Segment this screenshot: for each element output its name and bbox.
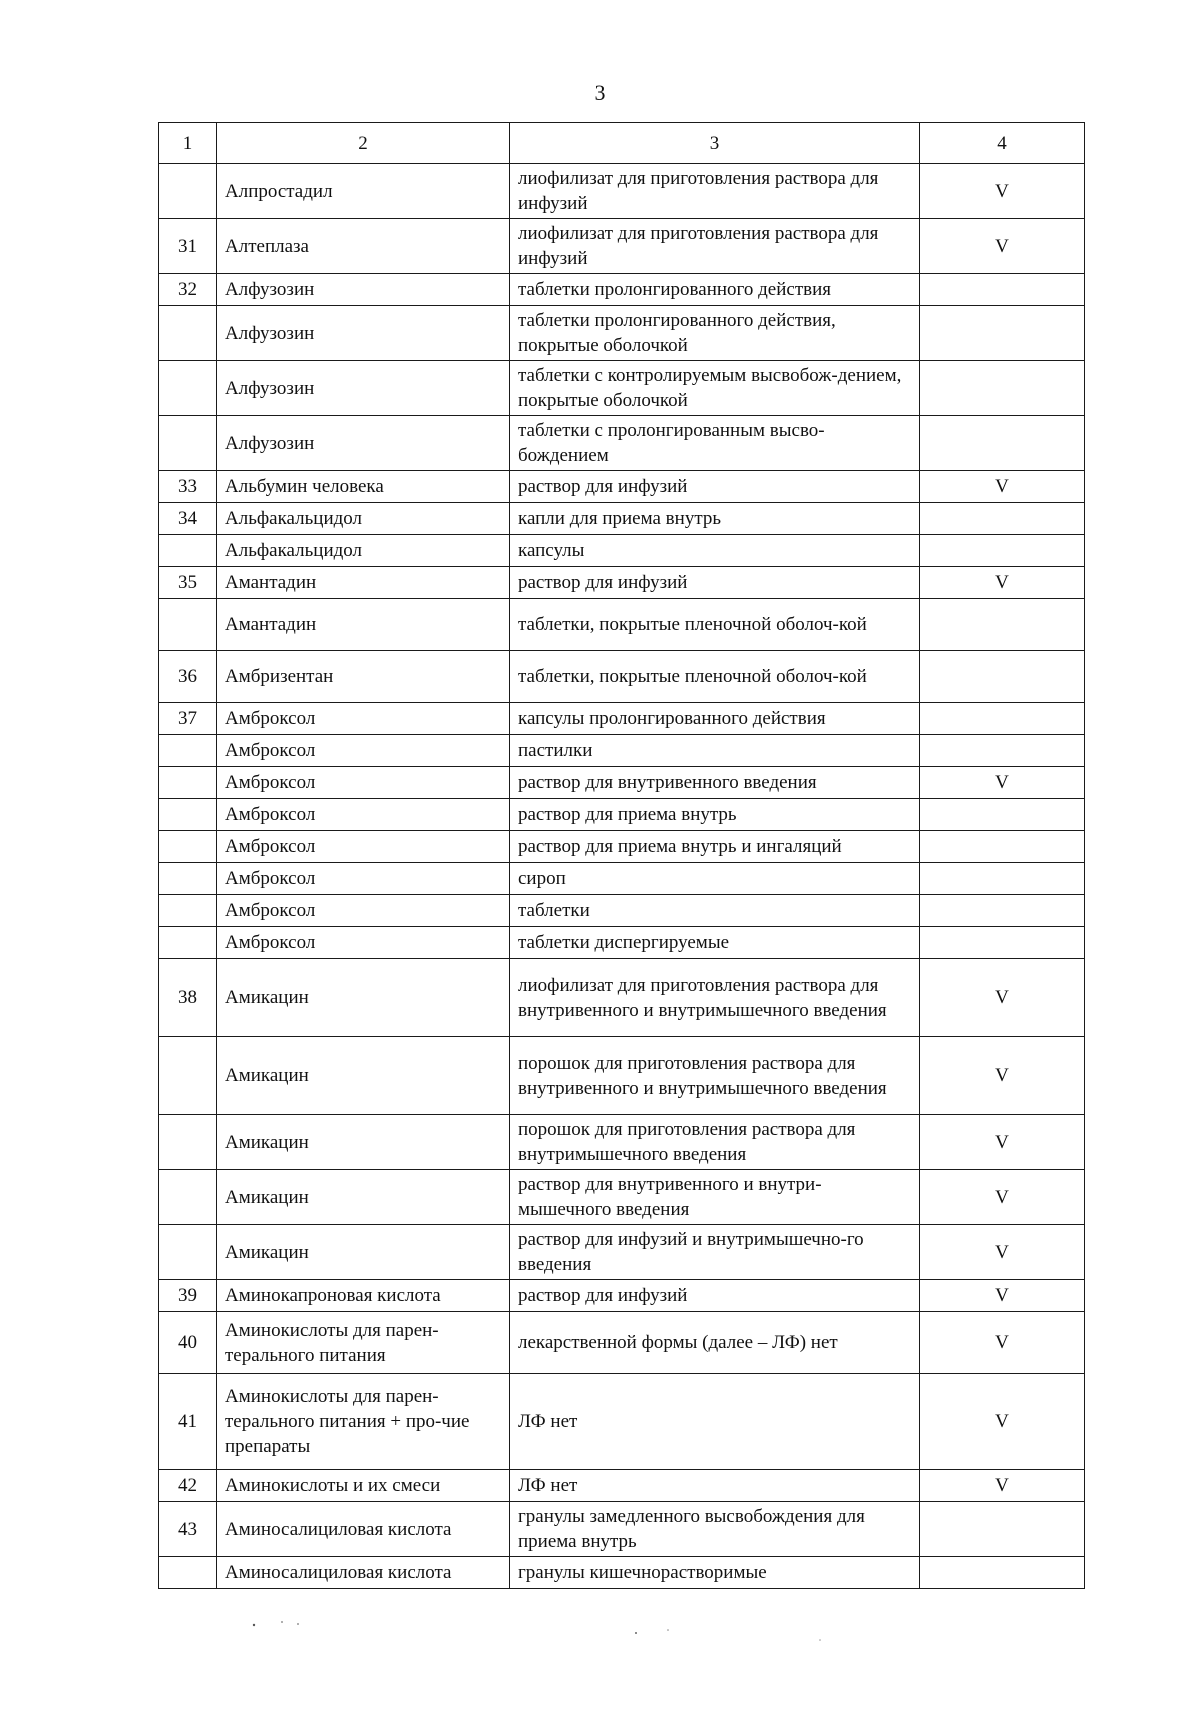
dosage-form: гранулы кишечнорастворимые xyxy=(510,1557,920,1589)
table-row xyxy=(159,1312,1085,1374)
drug-name: Алфузозин xyxy=(217,361,510,416)
drug-name: Амброксол xyxy=(217,703,510,735)
row-number xyxy=(159,831,217,863)
dosage-form: раствор для инфузий xyxy=(510,567,920,599)
table-row xyxy=(159,799,1085,831)
table-row xyxy=(159,959,1085,1037)
drug-name: Амантадин xyxy=(217,567,510,599)
mark-cell xyxy=(920,274,1085,306)
drug-name: Альфакальцидол xyxy=(217,503,510,535)
row-number xyxy=(159,1115,217,1170)
drug-name: Амикацин xyxy=(217,959,510,1037)
table-row xyxy=(159,1502,1085,1557)
mark-cell: V xyxy=(920,1470,1085,1502)
row-number: 31 xyxy=(159,219,217,274)
drug-name: Амикацин xyxy=(217,1037,510,1115)
mark-cell xyxy=(920,416,1085,471)
dosage-form: пастилки xyxy=(510,735,920,767)
dosage-form: таблетки пролонгированного действия xyxy=(510,274,920,306)
dosage-form: раствор для приема внутрь xyxy=(510,799,920,831)
mark-cell xyxy=(920,1557,1085,1589)
table-row xyxy=(159,895,1085,927)
row-number xyxy=(159,1170,217,1225)
drug-name: Алфузозин xyxy=(217,274,510,306)
row-number: 39 xyxy=(159,1280,217,1312)
row-number: 34 xyxy=(159,503,217,535)
mark-cell xyxy=(920,361,1085,416)
table-row xyxy=(159,1225,1085,1280)
table-row xyxy=(159,703,1085,735)
drug-name: Амикацин xyxy=(217,1225,510,1280)
drug-name: Амброксол xyxy=(217,863,510,895)
table-row xyxy=(159,1280,1085,1312)
table-row xyxy=(159,1470,1085,1502)
table-row xyxy=(159,274,1085,306)
table-row xyxy=(159,831,1085,863)
row-number xyxy=(159,927,217,959)
mark-cell xyxy=(920,799,1085,831)
drug-name: Амброксол xyxy=(217,831,510,863)
drug-name: Амброксол xyxy=(217,799,510,831)
drug-name: Аминокислоты для парен-терального питания xyxy=(217,1312,510,1374)
row-number xyxy=(159,416,217,471)
table-row xyxy=(159,306,1085,361)
table-row xyxy=(159,599,1085,651)
mark-cell: V xyxy=(920,767,1085,799)
mark-cell: V xyxy=(920,219,1085,274)
row-number xyxy=(159,1037,217,1115)
mark-cell: V xyxy=(920,1312,1085,1374)
mark-cell xyxy=(920,735,1085,767)
dosage-form: лиофилизат для приготовления раствора для внутривенного и внутримышечного введения xyxy=(510,959,920,1037)
row-number xyxy=(159,599,217,651)
row-number xyxy=(159,863,217,895)
row-number: 36 xyxy=(159,651,217,703)
row-number: 43 xyxy=(159,1502,217,1557)
table-row xyxy=(159,767,1085,799)
table-row xyxy=(159,1374,1085,1470)
table-row xyxy=(159,164,1085,219)
mark-cell: V xyxy=(920,164,1085,219)
drug-name: Алпростадил xyxy=(217,164,510,219)
mark-cell xyxy=(920,895,1085,927)
row-number xyxy=(159,1225,217,1280)
drug-name: Аминокислоты для парен-терального питания + про-чие препараты xyxy=(217,1374,510,1470)
dosage-form: таблетки, покрытые пленочной оболоч-кой xyxy=(510,599,920,651)
dosage-form: таблетки с пролонгированным высво-бождением xyxy=(510,416,920,471)
dosage-form: порошок для приготовления раствора для внутривенного и внутримышечного введения xyxy=(510,1037,920,1115)
table-row xyxy=(159,471,1085,503)
dosage-form: порошок для приготовления раствора для внутримышечного введения xyxy=(510,1115,920,1170)
drug-name: Алтеплаза xyxy=(217,219,510,274)
row-number xyxy=(159,799,217,831)
row-number: 40 xyxy=(159,1312,217,1374)
dosage-form: лиофилизат для приготовления раствора для инфузий xyxy=(510,219,920,274)
mark-cell xyxy=(920,651,1085,703)
drug-name: Альбумин человека xyxy=(217,471,510,503)
drug-name: Аминосалициловая кислота xyxy=(217,1557,510,1589)
dosage-form: раствор для внутривенного и внутри-мышечного введения xyxy=(510,1170,920,1225)
table-row xyxy=(159,651,1085,703)
drug-name: Алфузозин xyxy=(217,416,510,471)
dosage-form: таблетки с контролируемым высвобож-дением, покрытые оболочкой xyxy=(510,361,920,416)
table-row xyxy=(159,361,1085,416)
dosage-form: гранулы замедленного высвобождения для приема внутрь xyxy=(510,1502,920,1557)
dosage-form: раствор для приема внутрь и ингаляций xyxy=(510,831,920,863)
dosage-form: таблетки xyxy=(510,895,920,927)
row-number xyxy=(159,1557,217,1589)
table-row xyxy=(159,567,1085,599)
dosage-form: сироп xyxy=(510,863,920,895)
dosage-form: лиофилизат для приготовления раствора для инфузий xyxy=(510,164,920,219)
dosage-form: раствор для инфузий xyxy=(510,1280,920,1312)
drug-name: Аминосалициловая кислота xyxy=(217,1502,510,1557)
mark-cell: V xyxy=(920,471,1085,503)
drug-name: Аминокапроновая кислота xyxy=(217,1280,510,1312)
header-col-4: 4 xyxy=(920,123,1085,164)
dosage-form: таблетки пролонгированного действия, покрытые оболочкой xyxy=(510,306,920,361)
row-number: 42 xyxy=(159,1470,217,1502)
header-col-3: 3 xyxy=(510,123,920,164)
drug-name: Амантадин xyxy=(217,599,510,651)
drug-name: Амброксол xyxy=(217,735,510,767)
drug-name: Амброксол xyxy=(217,767,510,799)
mark-cell xyxy=(920,503,1085,535)
table-row xyxy=(159,503,1085,535)
table-row xyxy=(159,863,1085,895)
table-row xyxy=(159,416,1085,471)
dosage-form: капсулы пролонгированного действия xyxy=(510,703,920,735)
mark-cell xyxy=(920,703,1085,735)
row-number: 33 xyxy=(159,471,217,503)
row-number xyxy=(159,164,217,219)
drug-name: Аминокислоты и их смеси xyxy=(217,1470,510,1502)
row-number: 41 xyxy=(159,1374,217,1470)
drug-name: Амбризентан xyxy=(217,651,510,703)
table-row xyxy=(159,1115,1085,1170)
dosage-form: капсулы xyxy=(510,535,920,567)
mark-cell xyxy=(920,1502,1085,1557)
mark-cell xyxy=(920,306,1085,361)
mark-cell: V xyxy=(920,959,1085,1037)
mark-cell: V xyxy=(920,1037,1085,1115)
row-number: 35 xyxy=(159,567,217,599)
dosage-form: лекарственной формы (далее – ЛФ) нет xyxy=(510,1312,920,1374)
drug-name: Амброксол xyxy=(217,927,510,959)
row-number xyxy=(159,895,217,927)
drug-name: Амикацин xyxy=(217,1115,510,1170)
mark-cell: V xyxy=(920,567,1085,599)
dosage-form: раствор для инфузий и внутримышечно-го введения xyxy=(510,1225,920,1280)
dosage-form: раствор для инфузий xyxy=(510,471,920,503)
drug-name: Амикацин xyxy=(217,1170,510,1225)
table-row xyxy=(159,1557,1085,1589)
header-col-2: 2 xyxy=(217,123,510,164)
table-header-row xyxy=(159,123,1085,164)
dosage-form: ЛФ нет xyxy=(510,1470,920,1502)
table-row xyxy=(159,1037,1085,1115)
row-number xyxy=(159,535,217,567)
mark-cell: V xyxy=(920,1374,1085,1470)
mark-cell xyxy=(920,831,1085,863)
table-row xyxy=(159,535,1085,567)
header-col-1: 1 xyxy=(159,123,217,164)
dosage-form: таблетки диспергируемые xyxy=(510,927,920,959)
row-number xyxy=(159,306,217,361)
drug-name: Альфакальцидол xyxy=(217,535,510,567)
dosage-form: раствор для внутривенного введения xyxy=(510,767,920,799)
row-number: 37 xyxy=(159,703,217,735)
drug-table xyxy=(158,122,1085,1589)
mark-cell: V xyxy=(920,1225,1085,1280)
mark-cell xyxy=(920,535,1085,567)
mark-cell: V xyxy=(920,1115,1085,1170)
dosage-form: таблетки, покрытые пленочной оболоч-кой xyxy=(510,651,920,703)
mark-cell: V xyxy=(920,1170,1085,1225)
drug-name: Алфузозин xyxy=(217,306,510,361)
mark-cell xyxy=(920,863,1085,895)
mark-cell xyxy=(920,599,1085,651)
table-row xyxy=(159,927,1085,959)
table-row xyxy=(159,735,1085,767)
dosage-form: ЛФ нет xyxy=(510,1374,920,1470)
dosage-form: капли для приема внутрь xyxy=(510,503,920,535)
row-number xyxy=(159,361,217,416)
row-number xyxy=(159,767,217,799)
table-row xyxy=(159,1170,1085,1225)
row-number: 32 xyxy=(159,274,217,306)
table-body xyxy=(159,164,1085,1589)
mark-cell: V xyxy=(920,1280,1085,1312)
page-number: 3 xyxy=(594,80,606,105)
row-number: 38 xyxy=(159,959,217,1037)
table-row xyxy=(159,219,1085,274)
drug-name: Амброксол xyxy=(217,895,510,927)
mark-cell xyxy=(920,927,1085,959)
row-number xyxy=(159,735,217,767)
